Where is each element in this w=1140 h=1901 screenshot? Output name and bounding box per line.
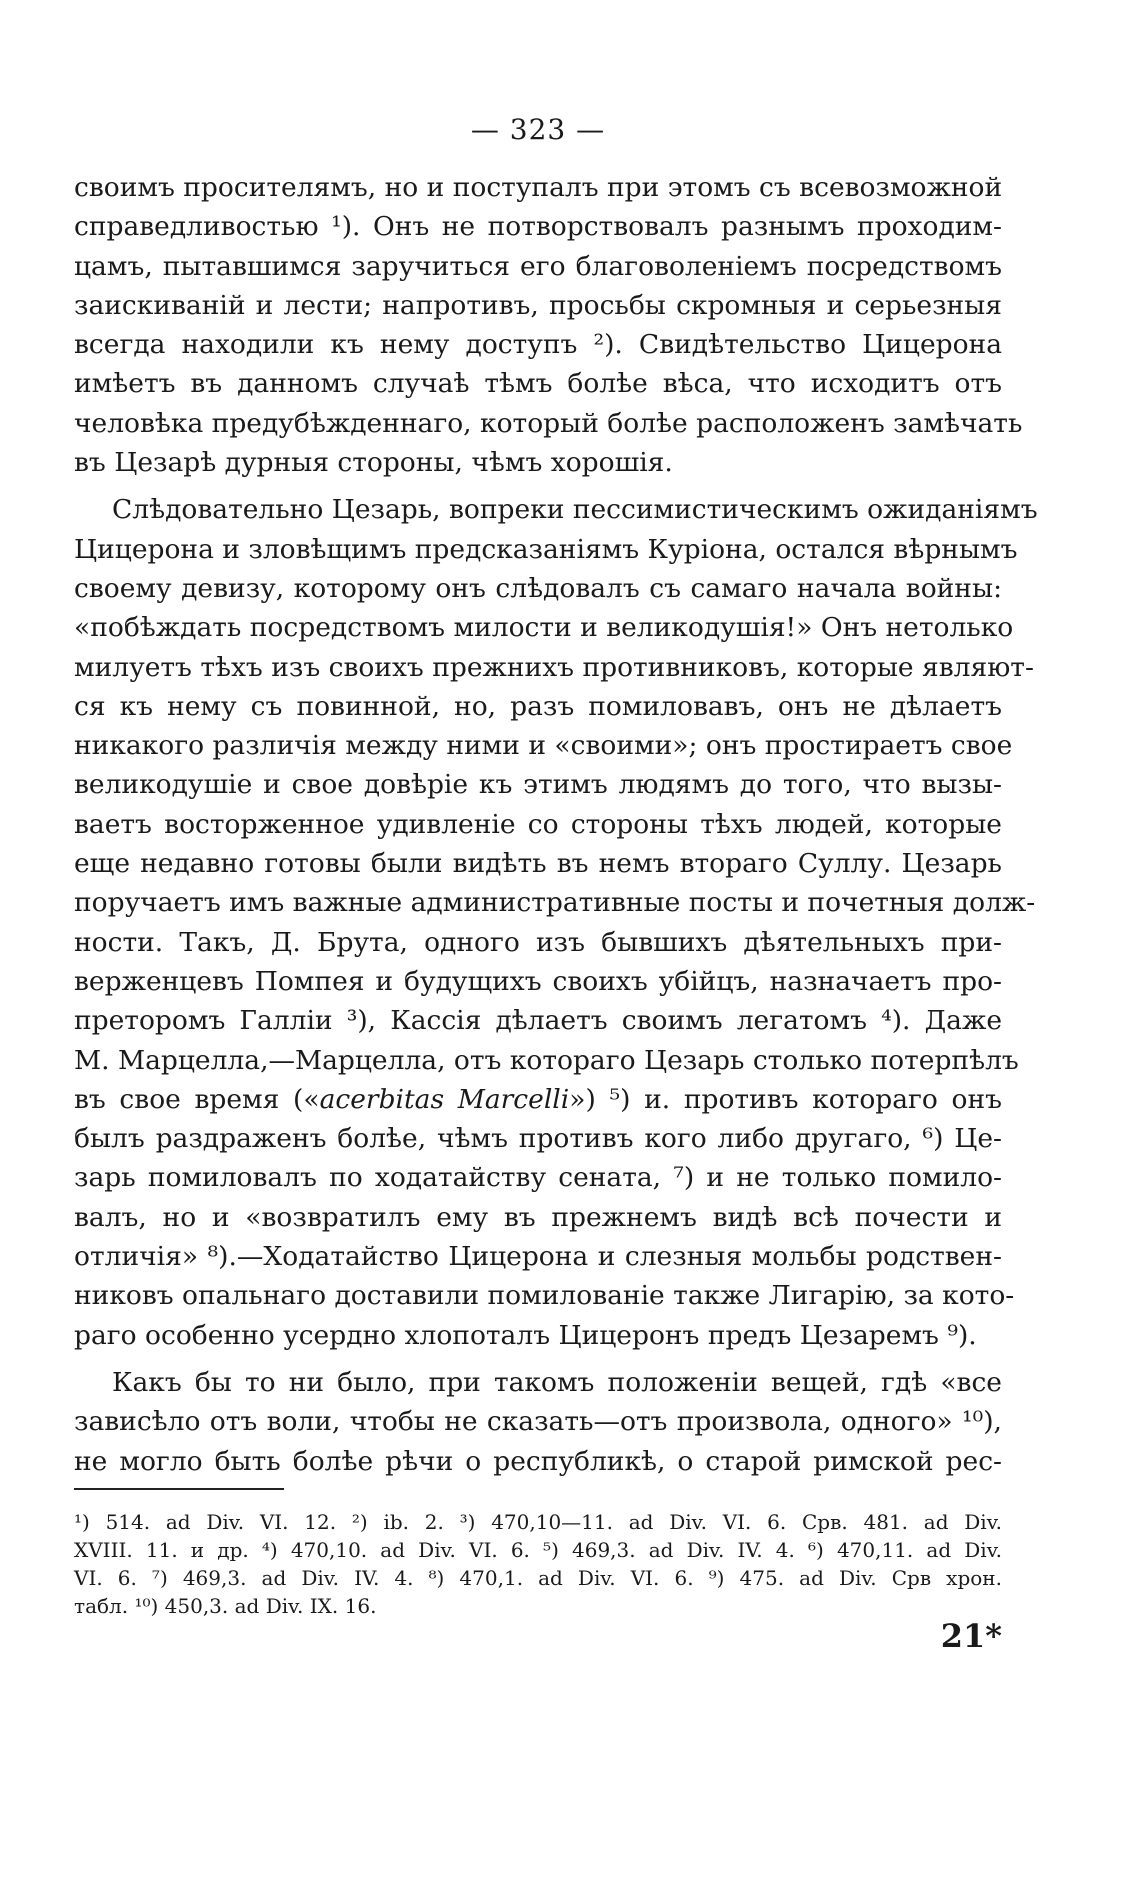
- text-line: никовъ опальнаго доставили помилованіе также Лигарію, за кото-: [74, 1280, 1015, 1312]
- text-line: справедливостью ¹). Онъ не потворствовалъ разнымъ проходим-: [74, 211, 1002, 243]
- book-page: [74, 0, 1038, 1901]
- footnote-line: табл. ¹⁰) 450,3. ad Div. IX. 16.: [74, 1594, 377, 1618]
- text-line: Слѣдовательно Цезарь, вопреки пессимистическимъ ожиданіямъ: [112, 494, 1038, 526]
- text-line: заискиваній и лести; напротивъ, просьбы скромныя и серьезныя: [74, 289, 1002, 321]
- footnote-line: XVIII. 11. и др. ⁴) 470,10. ad Div. VI. 6. ⁵) 469,3. ad Div. IV. 4. ⁶) 470,11. ad Div.: [74, 1538, 1002, 1562]
- text-line: М. Марцелла,—Марцелла, отъ котораго Цезарь столько потерпѣлъ: [74, 1044, 1019, 1076]
- footnote-divider: [74, 1488, 284, 1490]
- page-number: — 323 —: [470, 113, 606, 146]
- text-line: отличія» ⁸).—Ходатайство Цицерона и слезныя мольбы родствен-: [74, 1241, 1002, 1273]
- text-line: всегда находили къ нему доступъ ²). Свидѣтельство Цицерона: [74, 329, 1002, 361]
- text-line: зависѣло отъ воли, чтобы не сказать—отъ произвола, одного» ¹⁰),: [74, 1406, 1002, 1438]
- text-line: цамъ, пытавшимся заручиться его благоволеніемъ посредствомъ: [74, 250, 1002, 282]
- text-line: своему девизу, которому онъ слѣдовалъ съ самаго начала войны:: [74, 572, 1002, 604]
- text-line: человѣка предубѣжденнаго, который болѣе расположенъ замѣчать: [74, 407, 1023, 439]
- text-line: поручаетъ имъ важные административные посты и почетныя долж-: [74, 887, 1036, 919]
- text-line: ваетъ восторженное удивленіе со стороны тѣхъ людей, которые: [74, 808, 1002, 840]
- footnote-line: ¹) 514. ad Div. VI. 12. ²) ib. 2. ³) 470,10—11. ad Div. VI. 6. Срв. 481. ad Div.: [74, 1510, 1002, 1534]
- text-line: въ Цезарѣ дурныя стороны, чѣмъ хорошія.: [74, 447, 673, 479]
- text-line: ся къ нему съ повинной, но, разъ помиловавъ, онъ не дѣлаетъ: [74, 690, 1002, 722]
- latin-phrase: acerbitas Marcelli: [319, 1083, 570, 1115]
- text-line: имѣетъ въ данномъ случаѣ тѣмъ болѣе вѣса, что исходитъ отъ: [74, 368, 1002, 400]
- text-line: Какъ бы то ни было, при такомъ положеніи вещей, гдѣ «все: [112, 1366, 1002, 1398]
- text-line: великодушіе и свое довѣріе къ этимъ людямъ до того, что вызы-: [74, 769, 1002, 801]
- text-line: валъ, но и «возвратилъ ему въ прежнемъ видѣ всѣ почести и: [74, 1201, 1002, 1233]
- text-line: еще недавно готовы были видѣть въ немъ втораго Суллу. Цезарь: [74, 848, 1002, 880]
- footnotes: [74, 1508, 1002, 1620]
- signature-mark: 21*: [940, 1617, 1002, 1655]
- text-line: верженцевъ Помпея и будущихъ своихъ убійцъ, назначаетъ про-: [74, 965, 1002, 997]
- text-line: не могло быть болѣе рѣчи о республикѣ, о старой римской рес-: [74, 1445, 1002, 1477]
- body-text: [74, 168, 1038, 1481]
- text-line: зарь помиловалъ по ходатайству сената, ⁷) и не только помило-: [74, 1162, 1002, 1194]
- text-line: преторомъ Галліи ³), Кассія дѣлаетъ своимъ легатомъ ⁴). Даже: [74, 1005, 1002, 1037]
- text-line: милуетъ тѣхъ изъ своихъ прежнихъ противниковъ, которые являют-: [74, 651, 1034, 683]
- text-line: Цицерона и зловѣщимъ предсказаніямъ Куріона, остался вѣрнымъ: [74, 533, 1018, 565]
- text-line: былъ раздраженъ болѣе, чѣмъ противъ кого либо другаго, ⁶) Це-: [74, 1123, 1002, 1155]
- text-line: въ свое время («acerbitas Marcelli») ⁵) и. противъ котораго онъ: [74, 1083, 1003, 1115]
- text-line: никакого различія между ними и «своими»; онъ простираетъ свое: [74, 730, 1013, 762]
- text-line: ности. Такъ, Д. Брута, одного изъ бывшихъ дѣятельныхъ при-: [74, 926, 1002, 958]
- text-line: раго особенно усердно хлопоталъ Цицеронъ предъ Цезаремъ ⁹).: [74, 1319, 977, 1351]
- text-line: «побѣждать посредствомъ милости и великодушія!» Онъ нетолько: [74, 612, 1014, 644]
- footnote-line: VI. 6. ⁷) 469,3. ad Div. IV. 4. ⁸) 470,1. ad Div. VI. 6. ⁹) 475. ad Div. Срв хрон.: [74, 1566, 1002, 1590]
- text-line: своимъ просителямъ, но и поступалъ при этомъ съ всевозможной: [74, 172, 1003, 203]
